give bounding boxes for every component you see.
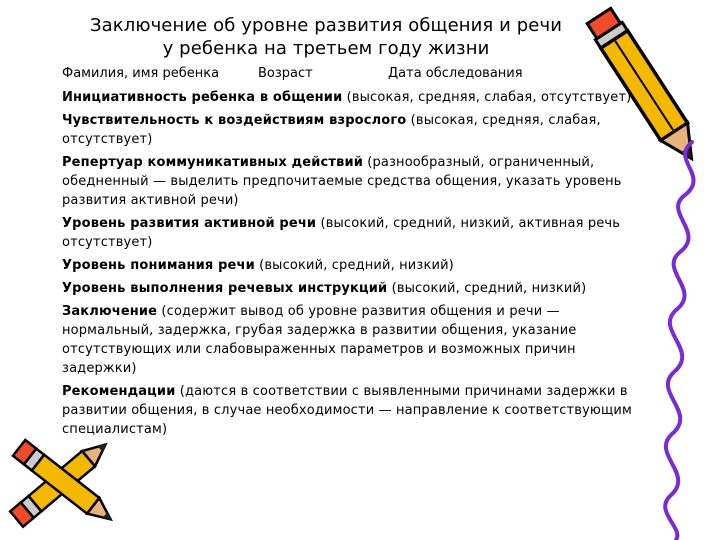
title-line-1: Заключение об уровне развития общения и речи bbox=[89, 15, 563, 36]
item-heading: Заключение bbox=[62, 304, 158, 319]
item-text: (высокая, средняя, слабая, отсутствует) bbox=[342, 90, 632, 105]
assessment-list bbox=[62, 88, 654, 443]
item-heading: Репертуар коммуникативных действий bbox=[62, 155, 363, 170]
item-text: (высокая, средняя, слабая, отсутствует) bbox=[62, 113, 601, 147]
item-text: (содержит вывод об уровне развития общения и речи — нормальный, задержка, грубая задержка в развитии общения, указание отсутствующих или слабовыраженных параметров и возможных причин задержки) bbox=[62, 304, 577, 376]
item-text: (разнообразный, ограниченный, обедненный — выделить предпочитаемые средства общения, указать уровень развития активной речи) bbox=[62, 155, 622, 208]
title-line-2: у ребенка на третьем году жизни bbox=[162, 38, 490, 59]
decorative-squiggle bbox=[640, 140, 720, 540]
item-text: (высокий, средний, низкий, активная речь отсутствует) bbox=[62, 216, 621, 250]
item-heading: Уровень выполнения речевых инструкций bbox=[62, 281, 388, 296]
item-heading: Уровень развития активной речи bbox=[62, 216, 317, 231]
crossed-pencils-icon bbox=[0, 430, 130, 540]
page-title bbox=[40, 14, 612, 60]
assessment-item bbox=[62, 88, 654, 107]
item-heading: Рекомендации bbox=[62, 384, 176, 399]
assessment-item bbox=[62, 256, 654, 275]
assessment-item bbox=[62, 302, 654, 378]
item-text: (высокий, средний, низкий) bbox=[254, 258, 454, 273]
item-heading: Инициативность ребенка в общении bbox=[62, 90, 343, 105]
assessment-item bbox=[62, 111, 654, 149]
item-heading: Уровень понимания речи bbox=[62, 258, 255, 273]
item-text: (высокий, средний, низкий) bbox=[387, 281, 587, 296]
item-heading: Чувствительность к воздействиям взрослого bbox=[62, 113, 407, 128]
exam-date-label: Дата обследования bbox=[388, 66, 523, 81]
assessment-item bbox=[62, 382, 654, 439]
assessment-item bbox=[62, 153, 654, 210]
item-text: (даются в соответствии с выявленными причинами задержки в развитии общения, в случае необходимости — направление к соответствующим специалистам) bbox=[62, 384, 632, 437]
child-name-label: Фамилия, имя ребенка bbox=[62, 66, 220, 81]
assessment-item bbox=[62, 279, 654, 298]
age-label: Возраст bbox=[258, 66, 313, 81]
assessment-item bbox=[62, 214, 654, 252]
